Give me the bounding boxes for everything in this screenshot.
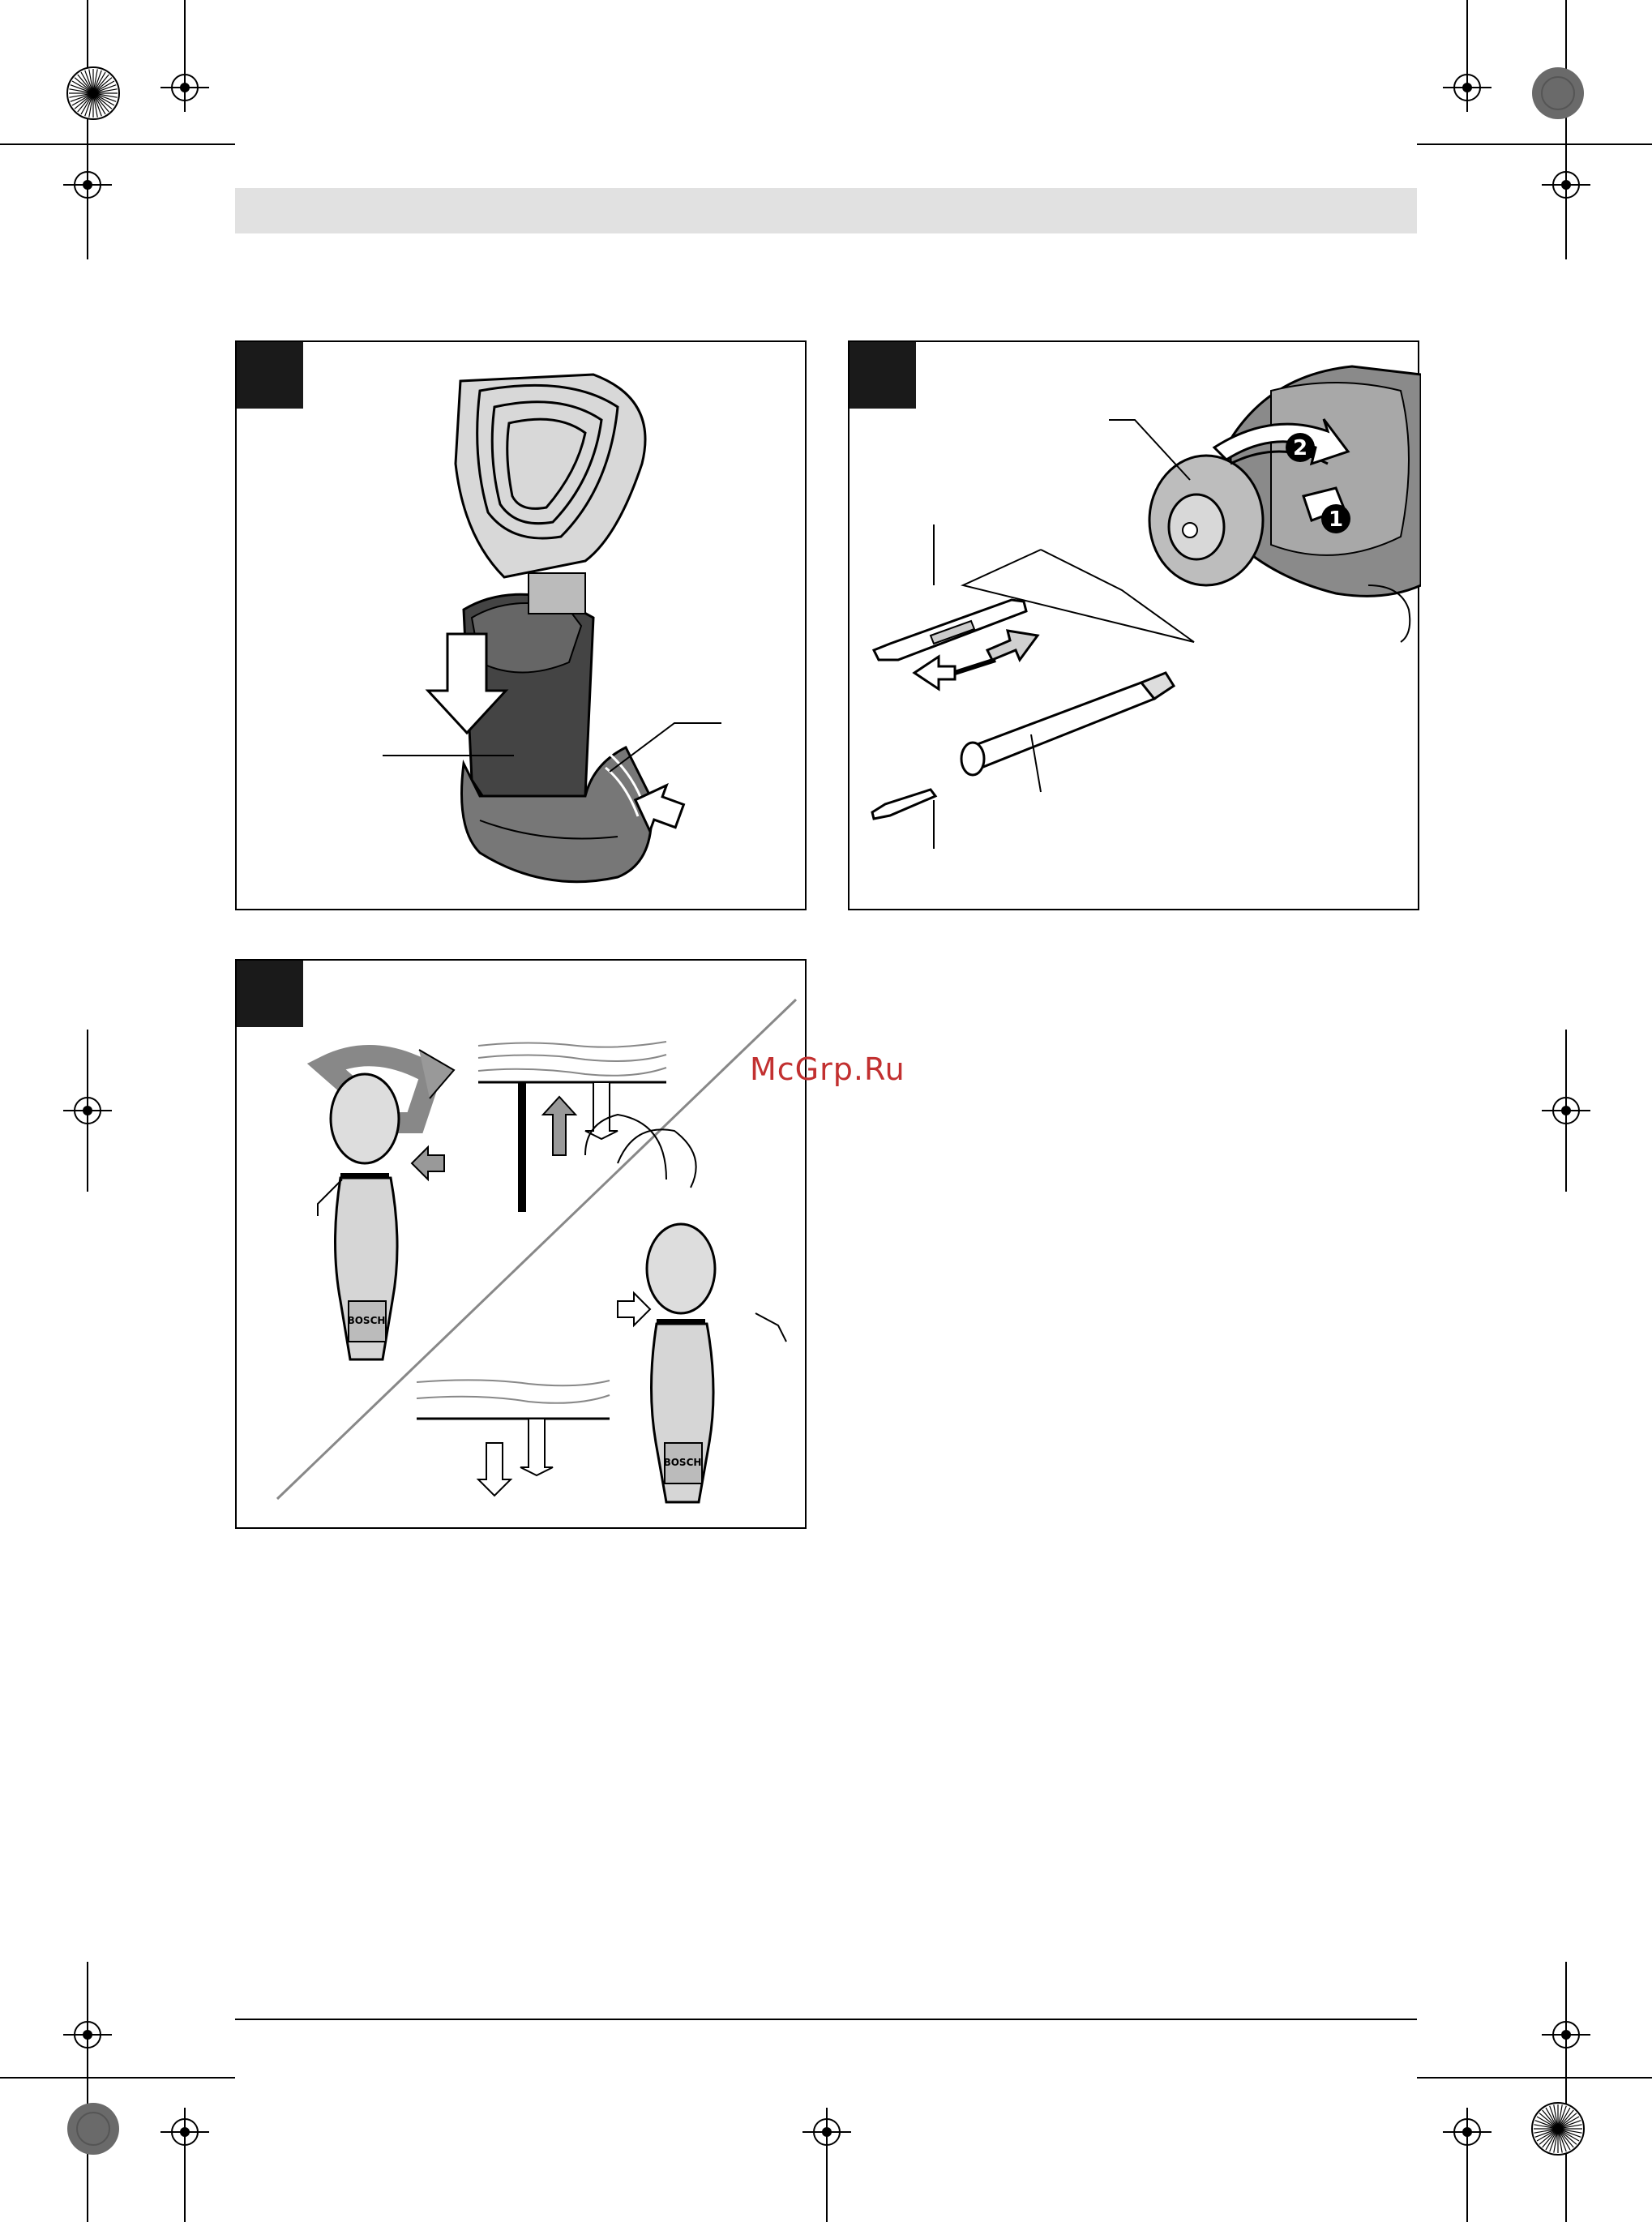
svg-text:2: 2 — [1292, 436, 1308, 460]
rotation-direction-figure — [235, 959, 807, 1529]
footer-rule — [235, 2019, 1417, 2020]
chuck-illustration — [850, 342, 1421, 912]
rotation-illustration — [237, 961, 808, 1531]
svg-text:1: 1 — [1328, 507, 1344, 532]
arrow-icon — [412, 1147, 444, 1180]
screw-icon — [520, 1419, 553, 1475]
arrow-icon — [618, 1293, 650, 1325]
svg-text:BOSCH: BOSCH — [347, 1315, 386, 1326]
bit-insertion-figure — [848, 340, 1419, 910]
battery-insertion-figure — [235, 340, 807, 910]
arrow-icon — [914, 657, 955, 689]
screw-icon — [585, 1082, 618, 1139]
svg-text:BOSCH: BOSCH — [663, 1457, 702, 1468]
watermark: McGrp.Ru — [750, 1051, 905, 1087]
battery-illustration — [237, 342, 808, 912]
header-bar — [235, 188, 1417, 233]
arrow-icon — [543, 1097, 576, 1155]
arrow-icon — [478, 1443, 511, 1496]
drill-bit-icon — [872, 790, 935, 819]
arrow-icon — [987, 631, 1038, 660]
